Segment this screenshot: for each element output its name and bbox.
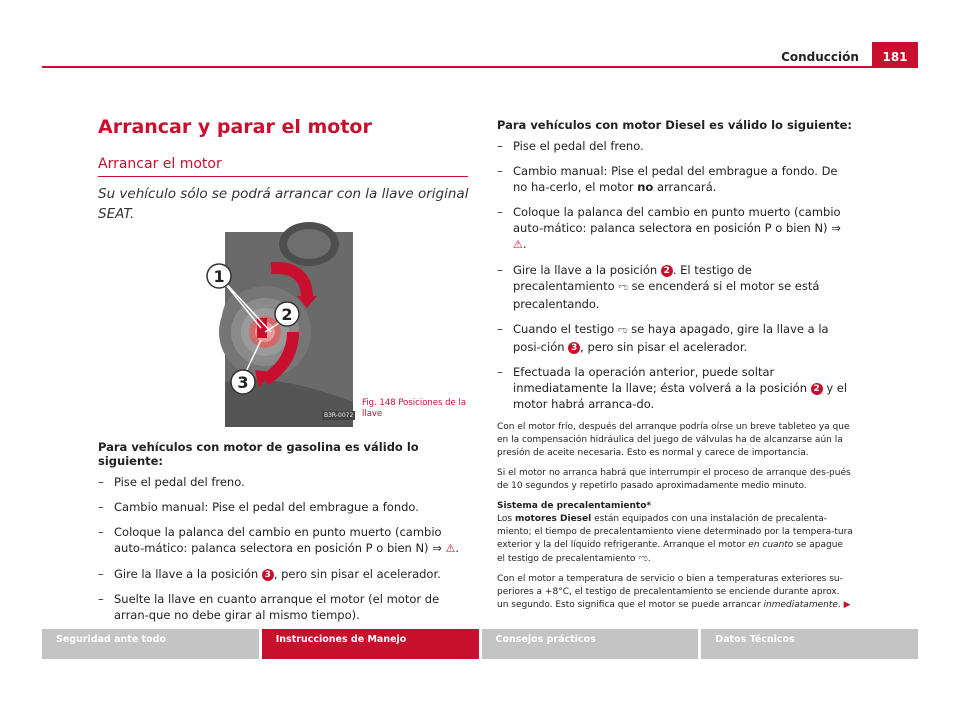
- position-badge: 3: [568, 342, 580, 354]
- continue-arrow-icon[interactable]: ▶: [843, 600, 851, 610]
- glow-plug-icon: ಌ: [618, 282, 628, 293]
- petrol-steps: [98, 474, 466, 623]
- preheat-paragraph-1: Los motores Diesel están equipados con una instalación de precalenta-miento; el tiempo de precalentamiento viene determinado por la tempera-tura exterior y la del líquido refrigerante. Arranque el motor en cuanto se apague el testigo de precalentamiento ಌ.: [497, 514, 853, 564]
- page-title: Arrancar y parar el motor: [98, 116, 372, 138]
- list-item: – Cambio manual: Pise el pedal del embrague a fondo.: [98, 499, 466, 515]
- list-item: – Coloque la palanca del cambio en punto muerto (cambio auto-mático: palanca selectora en posición P o bien N) ⇒ ⚠.: [497, 204, 853, 253]
- petrol-heading: Para vehículos con motor de gasolina es válido lo siguiente:: [98, 440, 419, 468]
- diesel-heading: Para vehículos con motor Diesel es válido lo siguiente:: [497, 118, 852, 132]
- list-item: – Cambio manual: Pise el pedal del embrague a fondo. De no ha-cerlo, el motor no arrancará.: [497, 163, 853, 195]
- list-item: – Coloque la palanca del cambio en punto muerto (cambio auto-mático: palanca selectora en posición P o bien N) ⇒ ⚠.: [98, 524, 466, 557]
- header-divider: [42, 66, 918, 68]
- figure-caption: Fig. 148 Posiciones de la llave: [362, 398, 467, 419]
- preheat-paragraph-2: Con el motor a temperatura de servicio o bien a temperaturas exteriores su-periores a +8°C, el testigo de precalentamiento se enciende durante aprox. un segundo. Esto significa que el motor se puede arrancar inmediatamente. ▶: [497, 574, 851, 610]
- callout-1: 1: [213, 267, 225, 286]
- subsection-divider: [98, 176, 468, 177]
- list-item: – Gire la llave a la posición 2 . El testigo de precalentamiento ಌ se encenderá si el motor se está precalentando.: [497, 262, 853, 312]
- list-item: – Suelte la llave en cuanto arranque el motor (el motor de arran-que no debe girar al mismo tiempo).: [98, 591, 466, 623]
- preheat-heading: Sistema de precalentamiento*: [497, 501, 652, 511]
- list-item: – Efectuada la operación anterior, puede soltar inmediatamente la llave; ésta volverá a la posición 2 y el motor habrá arranca-do.: [497, 364, 853, 412]
- note-no-start: Si el motor no arranca habrá que interrumpir el proceso de arranque des-pués de 10 segundos y repetirlo pasado aproximadamente medio minuto.: [497, 468, 851, 491]
- note-cold-engine: Con el motor frío, después del arranque podría oírse un breve tableteo ya que en la compensación hidráulica del juego de válvulas ha de alcanzarse aún la presión de aceite necesaria. Esto es normal y carece de importancia.: [497, 422, 850, 458]
- page-number: 181: [872, 42, 918, 68]
- ignition-illustration: [213, 232, 353, 427]
- callout-2: 2: [281, 305, 293, 324]
- glow-plug-icon: ಌ: [638, 553, 648, 564]
- list-item: – Gire la llave a la posición 3 , pero sin pisar el acelerador.: [98, 566, 466, 582]
- diesel-section: [497, 118, 853, 619]
- tab-datos-tecnicos[interactable]: Datos Técnicos: [701, 629, 918, 659]
- glow-plug-icon: ಌ: [617, 325, 628, 336]
- figure-code: B3R-0072: [324, 412, 354, 419]
- diesel-steps: [497, 138, 853, 412]
- position-badge: 2: [661, 265, 673, 277]
- list-item: – Cuando el testigo ಌ se haya apagado, gire la llave a la posi-ción 3 , pero sin pisar el acelerador.: [497, 321, 853, 355]
- tab-instrucciones[interactable]: Instrucciones de Manejo: [262, 629, 479, 659]
- list-item: – Pise el pedal del freno.: [497, 138, 853, 154]
- position-badge: 3: [262, 569, 274, 581]
- warning-icon[interactable]: ⚠: [513, 238, 523, 251]
- subsection-title: Arrancar el motor: [98, 156, 222, 172]
- list-item: – Pise el pedal del freno.: [98, 474, 466, 490]
- tab-seguridad[interactable]: Seguridad ante todo: [42, 629, 259, 659]
- ignition-figure: [213, 232, 353, 427]
- intro-text: Su vehículo sólo se podrá arrancar con la llave original SEAT.: [98, 186, 469, 222]
- callout-3: 3: [237, 373, 249, 392]
- petrol-section: [98, 440, 466, 632]
- footer-nav: [42, 629, 918, 659]
- tab-consejos[interactable]: Consejos prácticos: [482, 629, 699, 659]
- warning-icon[interactable]: ⚠: [445, 542, 456, 555]
- position-badge: 2: [811, 383, 823, 395]
- section-title: Conducción: [781, 50, 859, 64]
